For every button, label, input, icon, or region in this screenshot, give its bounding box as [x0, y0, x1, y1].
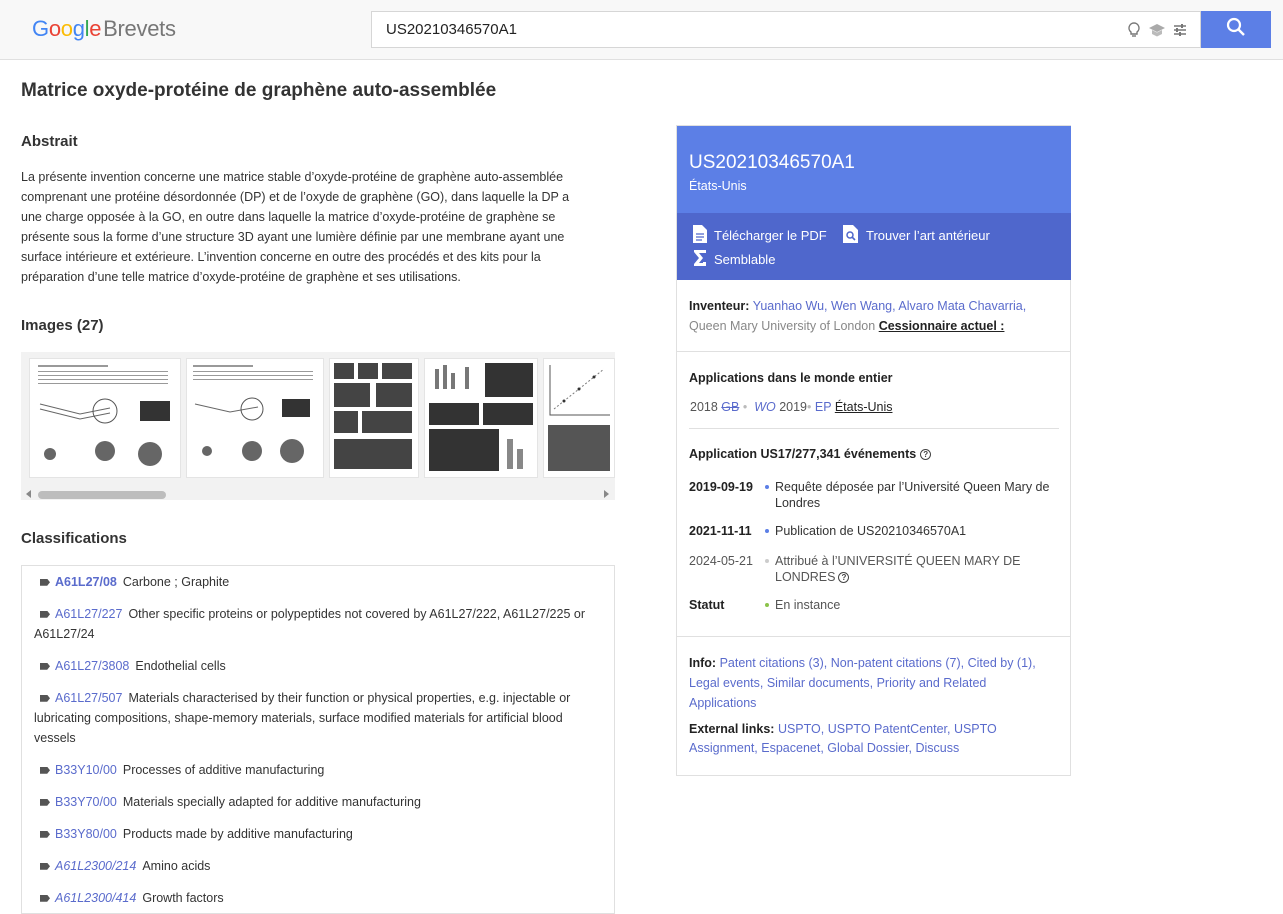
- external-links-section: External links: USPTO, USPTO PatentCenter, USPTO Assignment, Espacenet, Global Dossier, Discuss: [689, 722, 997, 755]
- inventor-links[interactable]: Yuanhao Wu, Wen Wang, Alvaro Mata Chavarria,: [752, 299, 1027, 313]
- worldwide-heading: Applications dans le monde entier: [689, 371, 893, 385]
- info-links[interactable]: Patent citations (3), Non-patent citations (7), Cited by (1), Legal events, Similar documents, Priority and Related Applications: [689, 656, 1036, 710]
- event-text: Publication de US20210346570A1: [775, 524, 967, 538]
- search-button[interactable]: [1201, 11, 1271, 48]
- classification-item: A61L2300/414 Growth factors: [34, 888, 604, 908]
- classification-code-link[interactable]: B33Y80/00: [55, 827, 117, 841]
- tag-icon: [40, 895, 50, 902]
- divider: [689, 428, 1059, 429]
- wo-app-link[interactable]: WO: [754, 400, 776, 414]
- classification-item: A61L27/507 Materials characterised by their function or physical properties, e.g. injectable or lubricating compositions, shape-memory materials, surface modified materials for artificial blood vessels: [34, 691, 571, 745]
- event-date: 2024-05-21: [689, 554, 753, 568]
- abstract-text: La présente invention concerne une matrice stable d’oxyde-protéine de graphène auto-assemblée comprenant une protéine désordonnée (DP) et de l’oxyde de graphène (GO), dans laquelle la DP a une charge opposée à la GO, en outre dans laquelle la matrice d’oxyde-protéine de graphène se présente sous la forme d’une structure 3D ayant une lumière définie par une membrane ayant une surface intérieure et extérieure. L’invention concerne en outre des procédés et des kits pour la préparation d’une telle matrice d’oxyde-protéine de graphène et ses utilisations.: [21, 170, 570, 284]
- status-label: Statut: [689, 598, 725, 612]
- images-carousel: [21, 352, 615, 500]
- classification-item: B33Y80/00 Products made by additive manufacturing: [34, 824, 604, 844]
- scroll-left-arrow-icon[interactable]: [26, 490, 31, 498]
- google-brevets-logo[interactable]: GoogleBrevets: [32, 16, 176, 41]
- pdf-document-icon: [693, 225, 714, 246]
- timeline-dot: [765, 485, 769, 489]
- figure-thumbnail[interactable]: [424, 358, 538, 478]
- find-prior-art-button[interactable]: Trouver l’art antérieur: [843, 225, 990, 246]
- info-section: Info: Patent citations (3), Non-patent citations (7), Cited by (1), Legal events, Similar documents, Priority and Related Applications: [689, 656, 1036, 710]
- divider: [677, 636, 1071, 637]
- classification-item: A61L27/08 Carbone ; Graphite: [34, 572, 604, 592]
- external-links[interactable]: USPTO, USPTO PatentCenter, USPTO Assignment, Espacenet, Global Dossier, Discuss: [689, 722, 997, 755]
- figure-thumbnail[interactable]: [186, 358, 324, 478]
- download-pdf-button[interactable]: Télécharger le PDF: [693, 225, 827, 246]
- classification-code-link[interactable]: B33Y70/00: [55, 795, 117, 809]
- worldwide-applications: 2018 GB • WO 2019• EP États-Unis: [690, 400, 893, 414]
- status-dot: [765, 603, 769, 607]
- patent-country: États-Unis: [689, 179, 747, 193]
- tag-icon: [40, 611, 50, 618]
- similar-button[interactable]: Semblable: [693, 249, 775, 270]
- scroll-thumb[interactable]: [38, 491, 166, 499]
- classification-item: B33Y70/00 Materials specially adapted for additive manufacturing: [34, 792, 604, 812]
- classification-code-link[interactable]: A61L27/507: [55, 691, 123, 705]
- card-header: [677, 126, 1071, 213]
- search-input[interactable]: [384, 12, 1104, 47]
- search-icon: [1226, 17, 1246, 42]
- card-actions: [677, 213, 1071, 280]
- classification-item: A61L27/3808 Endothelial cells: [34, 656, 604, 676]
- lightbulb-icon[interactable]: [1125, 21, 1143, 39]
- timeline-dot: [765, 529, 769, 533]
- classification-item: B33Y10/00 Processes of additive manufacturing: [34, 760, 604, 780]
- search-box: [371, 11, 1201, 48]
- current-assignee-label[interactable]: Cessionnaire actuel :: [878, 319, 1005, 333]
- scroll-right-arrow-icon[interactable]: [604, 490, 609, 498]
- classification-code-link[interactable]: A61L27/227: [55, 607, 123, 621]
- figure-thumbnail[interactable]: [543, 358, 615, 478]
- status-value: En instance: [775, 598, 841, 612]
- page-title: Matrice oxyde-protéine de graphène auto-assemblée: [21, 80, 497, 101]
- figure-thumbnail[interactable]: [29, 358, 181, 478]
- sigma-icon: [693, 249, 714, 270]
- timeline-dot: [765, 559, 769, 563]
- classification-code-link[interactable]: A61L2300/414: [55, 891, 137, 905]
- tag-icon: [40, 863, 50, 870]
- help-icon[interactable]: ?: [838, 572, 849, 583]
- classification-item: A61L2300/214 Amino acids: [34, 856, 604, 876]
- prior-art-search-icon: [843, 225, 866, 246]
- help-icon[interactable]: ?: [920, 449, 931, 460]
- images-scrollbar[interactable]: [21, 486, 615, 500]
- us-app-link[interactable]: États-Unis: [834, 400, 893, 414]
- patent-summary-card: [676, 125, 1071, 776]
- event-text: Attribué à l’UNIVERSITÉ QUEEN MARY DE LONDRES ?: [775, 554, 1021, 584]
- classification-code-link[interactable]: B33Y10/00: [55, 763, 117, 777]
- top-bar: [0, 0, 1283, 60]
- gb-app-link[interactable]: GB: [721, 400, 740, 414]
- inventor-section: Inventeur: Yuanhao Wu, Wen Wang, Alvaro Mata Chavarria, Queen Mary University of London Cessionnaire actuel :: [689, 299, 1027, 333]
- classifications-heading: Classifications: [21, 530, 127, 547]
- classification-item: A61L27/227 Other specific proteins or polypeptides not covered by A61L27/222, A61L27/225 or A61L27/24: [34, 607, 585, 641]
- event-text: Requête déposée par l’Université Queen Mary de Londres: [775, 480, 1050, 510]
- assignee-name: Queen Mary University of London: [689, 319, 876, 333]
- school-icon[interactable]: [1148, 21, 1166, 39]
- tune-icon[interactable]: [1171, 21, 1189, 39]
- classification-code-link[interactable]: A61L2300/214: [55, 859, 137, 873]
- event-date: 2019-09-19: [689, 480, 753, 494]
- ep-app-link[interactable]: EP: [814, 400, 832, 414]
- figure-thumbnail[interactable]: [329, 358, 419, 478]
- tag-icon: [40, 831, 50, 838]
- tag-icon: [40, 799, 50, 806]
- patent-number: US20210346570A1: [689, 152, 855, 173]
- application-events-heading: Application US17/277,341 événements ?: [689, 444, 931, 464]
- tag-icon: [40, 695, 50, 702]
- images-heading: Images (27): [21, 317, 104, 334]
- classifications-list: [21, 565, 615, 914]
- classification-code-link[interactable]: A61L27/3808: [55, 659, 130, 673]
- tag-icon: [40, 663, 50, 670]
- tag-icon: [40, 767, 50, 774]
- classification-code-link[interactable]: A61L27/08: [55, 575, 117, 589]
- divider: [677, 351, 1071, 352]
- event-date: 2021-11-11: [689, 524, 752, 538]
- abstract-heading: Abstrait: [21, 133, 78, 150]
- tag-icon: [40, 579, 50, 586]
